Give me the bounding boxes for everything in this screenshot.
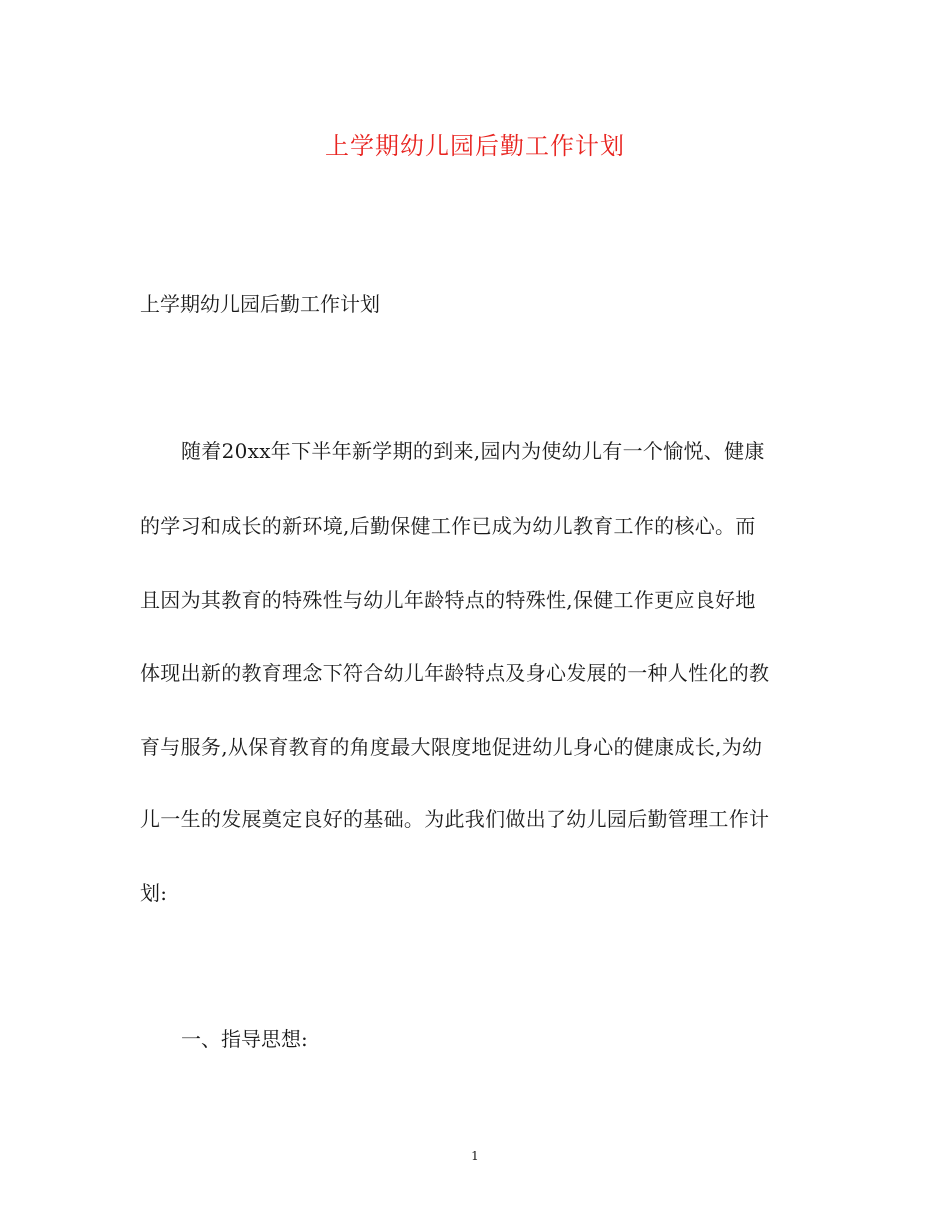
section-heading: 一、指导思想: — [181, 1027, 308, 1051]
paragraph-line: 的学习和成长的新环境,后勤保健工作已成为幼儿教育工作的核心。而 — [140, 514, 756, 538]
paragraph-line: 育与服务,从保育教育的角度最大限度地促进幼儿身心的健康成长,为幼 — [140, 735, 763, 759]
paragraph-line: 划: — [140, 881, 168, 905]
document-title: 上学期幼儿园后勤工作计划 — [325, 132, 625, 160]
paragraph-line: 儿一生的发展奠定良好的基础。为此我们做出了幼儿园后勤管理工作计 — [140, 807, 770, 831]
document-subheading: 上学期幼儿园后勤工作计划 — [140, 292, 380, 316]
page-number: 1 — [471, 1149, 479, 1163]
paragraph-line: 体现出新的教育理念下符合幼儿年龄特点及身心发展的一种人性化的教 — [140, 661, 770, 685]
paragraph-line: 随着20xx年下半年新学期的到来,园内为使幼儿有一个愉悦、健康 — [181, 439, 765, 463]
paragraph-line: 且因为其教育的特殊性与幼儿年龄特点的特殊性,保健工作更应良好地 — [140, 588, 756, 612]
